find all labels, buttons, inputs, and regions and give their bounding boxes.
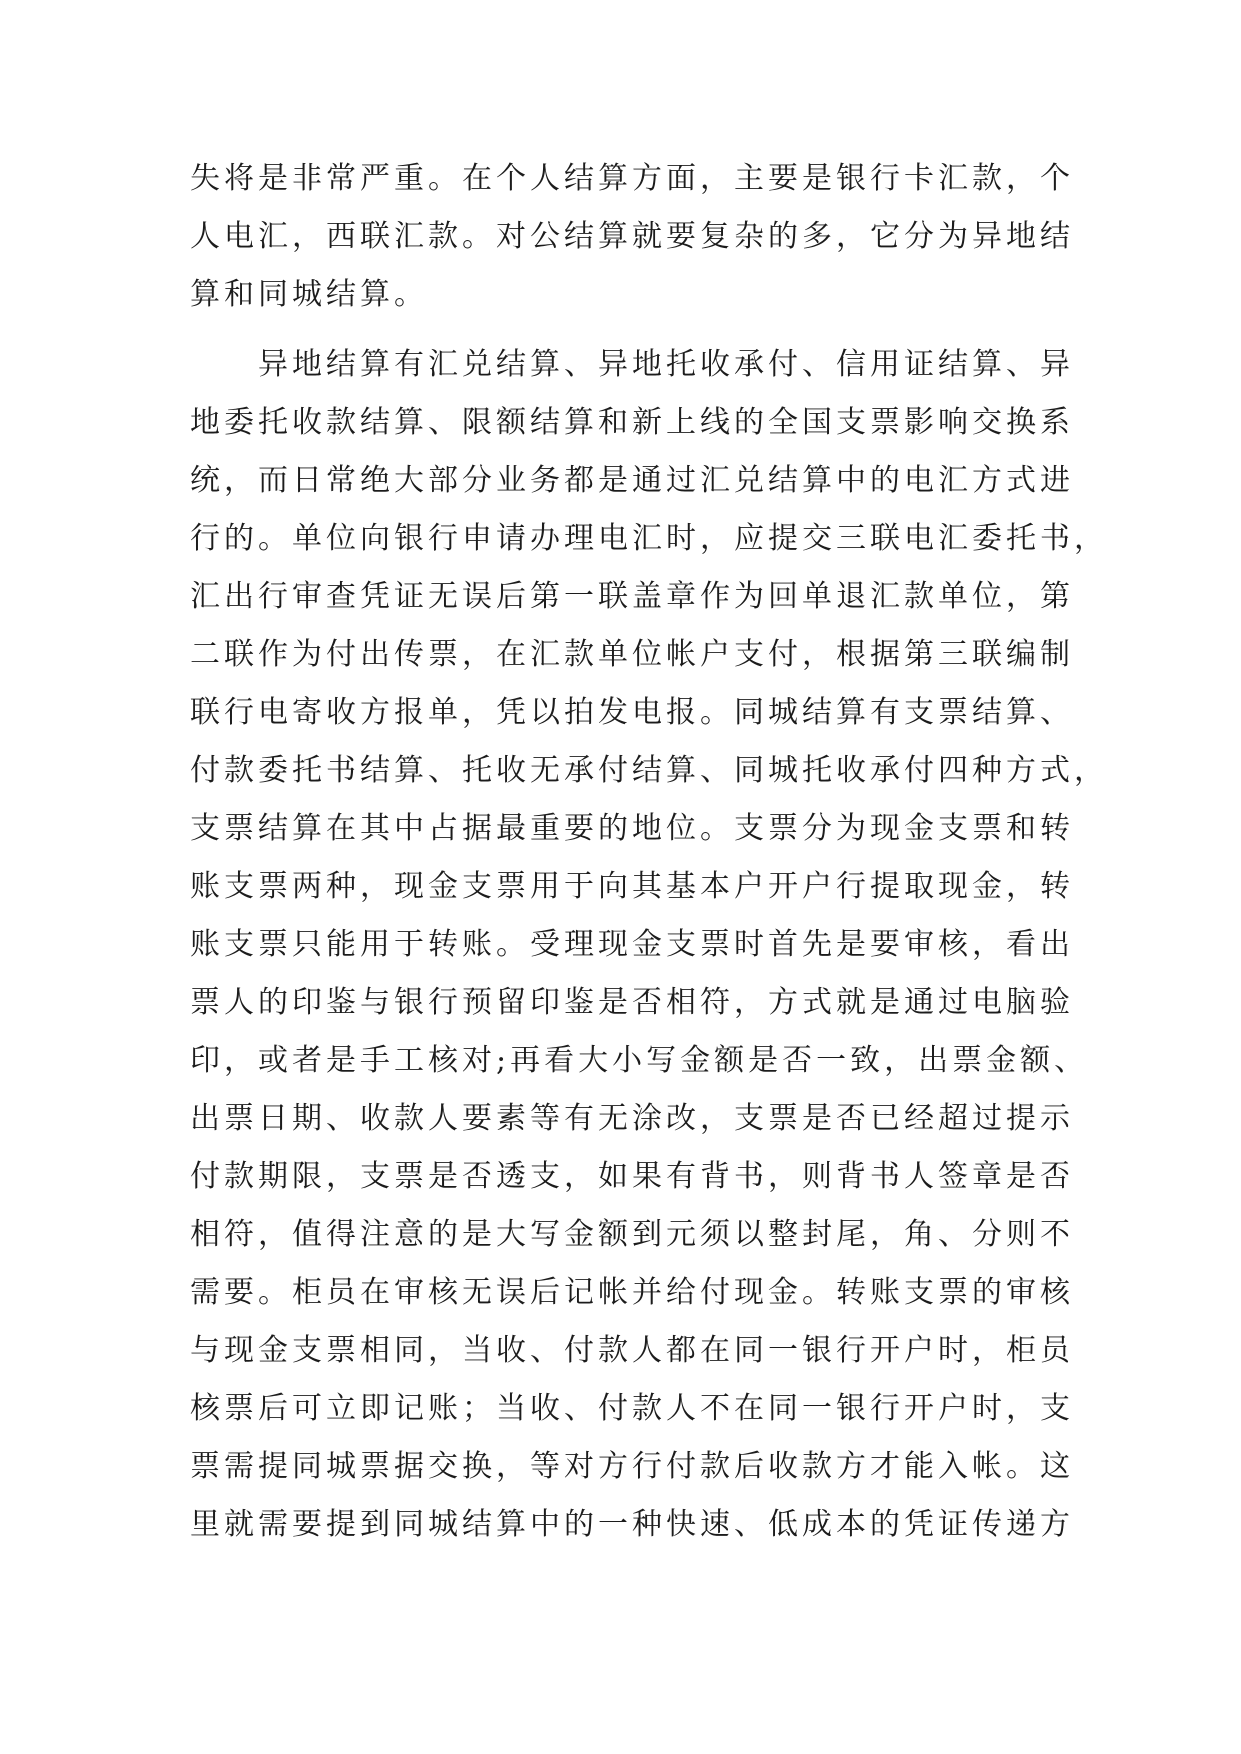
text-line: 相符，值得注意的是大写金额到元须以整封尾，角、分则不 xyxy=(190,1217,1074,1252)
text-line: 人电汇，西联汇款。对公结算就要复杂的多，它分为异地结 xyxy=(190,219,1074,254)
text-line: 付款期限，支票是否透支，如果有背书，则背书人签章是否 xyxy=(190,1159,1074,1194)
text-line: 失将是非常严重。在个人结算方面，主要是银行卡汇款，个 xyxy=(190,161,1074,196)
text-line xyxy=(190,1554,1070,1612)
text-line: 汇出行审查凭证无误后第一联盖章作为回单退汇款单位，第 xyxy=(190,579,1074,614)
body-text xyxy=(190,150,1108,1612)
text-line: 里就需要提到同城结算中的一种快速、低成本的凭证传递方 xyxy=(190,1507,1074,1542)
text-line: 需要。柜员在审核无误后记帐并给付现金。转账支票的审核 xyxy=(190,1275,1074,1310)
text-line: 二联作为付出传票，在汇款单位帐户支付，根据第三联编制 xyxy=(190,637,1074,672)
text-line: 地委托收款结算、限额结算和新上线的全国支票影响交换系 xyxy=(190,405,1074,440)
text-line: 核票后可立即记账；当收、付款人不在同一银行开户时，支 xyxy=(190,1391,1074,1426)
text-line: 账支票只能用于转账。受理现金支票时首先是要审核，看出 xyxy=(190,927,1074,962)
paragraph-spacer xyxy=(190,324,1070,336)
text-line: 异地结算有汇兑结算、异地托收承付、信用证结算、异 xyxy=(190,347,1074,382)
text-line: 账支票两种，现金支票用于向其基本户开户行提取现金，转 xyxy=(190,869,1074,904)
text-line: 算和同城结算。 xyxy=(190,277,428,312)
text-line: 与现金支票相同，当收、付款人都在同一银行开户时，柜员 xyxy=(190,1333,1074,1368)
text-line: 统，而日常绝大部分业务都是通过汇兑结算中的电汇方式进 xyxy=(190,463,1074,498)
paragraph-1 xyxy=(190,150,1074,324)
text-line: 联行电寄收方报单，凭以拍发电报。同城结算有支票结算、 xyxy=(190,695,1074,730)
text-line: 印，或者是手工核对;再看大小写金额是否一致，出票金额、 xyxy=(190,1043,1089,1078)
text-line: 付款委托书结算、托收无承付结算、同城托收承付四种方式， xyxy=(190,753,1108,788)
text-line: 行的。单位向银行申请办理电汇时，应提交三联电汇委托书， xyxy=(190,521,1108,556)
text-line: 票需提同城票据交换，等对方行付款后收款方才能入帐。这 xyxy=(190,1449,1074,1484)
paragraph-2 xyxy=(190,336,1108,1612)
text-line: 票人的印鉴与银行预留印鉴是否相符，方式就是通过电脑验 xyxy=(190,985,1074,1020)
text-line: 出票日期、收款人要素等有无涂改，支票是否已经超过提示 xyxy=(190,1101,1074,1136)
text-line: 支票结算在其中占据最重要的地位。支票分为现金支票和转 xyxy=(190,811,1074,846)
